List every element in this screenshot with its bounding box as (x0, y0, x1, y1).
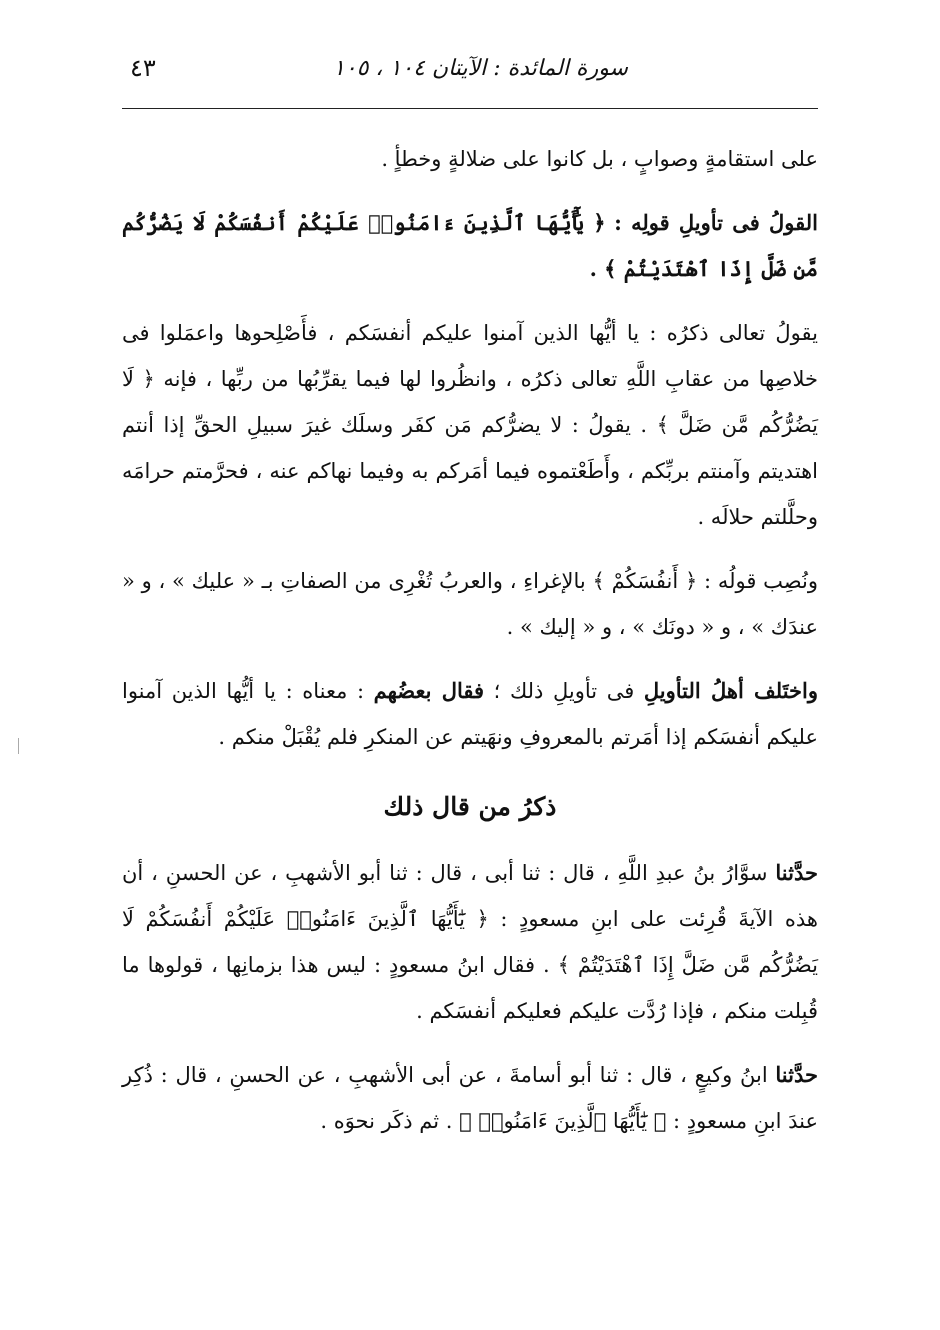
isnad-lead: حدَّثنا (775, 1062, 818, 1087)
margin-mark (18, 738, 19, 754)
paragraph-continuation (122, 136, 818, 182)
paragraph-grammar (122, 558, 818, 650)
quran-verse: ﴿ يَٰٓأَيُّهَا ٱلَّذِينَ ءَامَنُوا۟ عَلَيْكُمْ أَنفُسَكُمْ لَا يَضُرُّكُم مَّن ضَلَّ إِذَا ٱهْتَدَيْتُمْ ﴾ . (122, 210, 818, 281)
header-rule (122, 108, 818, 109)
hadith-report (122, 1052, 818, 1144)
paragraph-disagreement (122, 668, 818, 760)
hadith-report (122, 850, 818, 1034)
paragraph-text: على استقامةٍ وصوابٍ ، بل كانوا على ضلالةٍ وخطأٍ . (381, 147, 818, 171)
hadith-text: سوَّارُ بنُ عبدِ اللَّهِ ، قال : ثنا أبى ، قال : ثنا أبو الأشهبِ ، عن الحسنِ ، أن هذه الآيةَ قُرِئت على ابنِ مسعودٍ : ﴿ يَٰٓأَيُّهَا ٱلَّذِينَ ءَامَنُوا۟ عَلَيْكُمْ أَنفُسَكُمْ لَا يَضُرُّكُم مَّن ضَلَّ إِذَا ٱهْتَدَيْتُمْ ﴾ . فقال ابنُ مسعودٍ : ليس هذا بزمانِها ، قولوها ما قُبِلت منكم ، فإذا رُدَّت عليكم فعليكم أنفسَكم . (122, 861, 818, 1023)
paragraph-text: : معناه : يا أيُّها الذين آمنوا عليكم أنفسَكم إذا أمَرتم بالمعروفِ ونهَيتم عن المنكرِ فلم يُقْبَلْ منكم . (122, 679, 818, 749)
running-header (120, 52, 818, 92)
paragraph-lead: واختَلف أهلُ التأويلِ (643, 678, 818, 703)
page-number: ٤٣ (130, 54, 156, 82)
paragraph-lead: القولُ فى تأويلِ قولِه : (614, 210, 818, 235)
paragraph-commentary (122, 310, 818, 540)
hadith-text: ابنُ وكيعٍ ، قال : ثنا أبو أسامةَ ، عن أبى الأشهبِ ، عن الحسنِ ، قال : ذُكِر عندَ ابنِ مسعودٍ : ﴿ يَٰٓأَيُّهَا ٱلَّذِينَ ءَامَنُوا۟ ﴾ . ثم ذكَر نحوَه . (122, 1063, 818, 1133)
paragraph-text: ونُصِب قولُه : ﴿ أَنفُسَكُمْ ﴾ بالإغراءِ ، والعربُ تُغْرِى من الصفاتِ بـ « عليك » ، و « عندَك » ، و « دونَك » ، و « إليك » . (122, 569, 818, 639)
running-title: سورة المائدة : الآيتان ١٠٤ ، ١٠٥ (332, 56, 628, 81)
isnad-lead: حدَّثنا (775, 860, 818, 885)
paragraph-text: فى تأويلِ ذلك ؛ (493, 679, 635, 703)
paragraph-lead: فقال بعضُهم (373, 678, 485, 703)
paragraph-verse-heading (122, 200, 818, 292)
paragraph-text: يقولُ تعالى ذكرُه : يا أيُّها الذين آمنوا عليكم أنفسَكم ، فأَصْلِحوها واعمَلوا فى خلاصِها من عقابِ اللَّهِ تعالى ذكرُه ، وانظُروا لها فيما يقرِّبُها من ربِّها ، فإنه ﴿ لَا يَضُرُّكُم مَّن ضَلَّ ﴾ . يقولُ : لا يضرُّكم مَن كفَر وسلَك غيرَ سبيلِ الحقِّ إذا أنتم اهتديتم وآمنتم بربِّكم ، وأَطَعْتموه فيما أمَركم به وفيما نهاكم عنه ، فحرَّمتم حرامَه وحلَّلتم حلالَه . (122, 321, 818, 529)
section-title: ذكرُ من قال ذلك (383, 792, 557, 821)
page-body (122, 136, 818, 1162)
